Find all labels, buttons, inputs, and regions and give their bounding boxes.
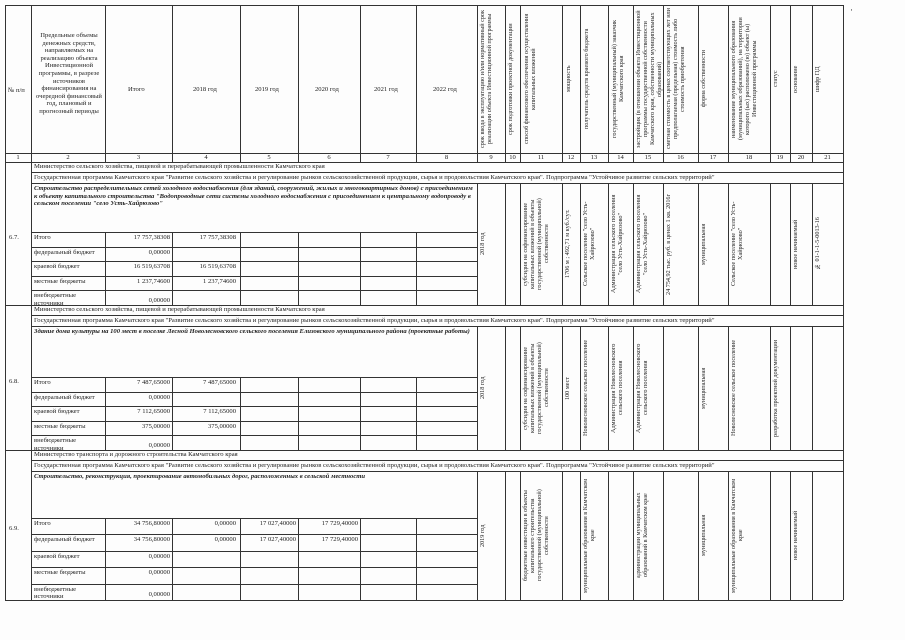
header-2020: 2020 год [315, 86, 339, 93]
object-title: Здание дома культуры на 100 мест в поселке Лесной Новолесновского сельского поселения Елизовского муниципального района (проектные работы) [34, 328, 470, 335]
col-line [105, 377, 106, 450]
column-number: 18 [745, 154, 753, 161]
finance-source-label: местные бюджеты [34, 277, 86, 285]
commission-year: 2019 год [479, 524, 486, 547]
capacity: 100 мест [564, 376, 571, 400]
column-number: 17 [709, 154, 717, 161]
customer [610, 477, 631, 594]
col-line [298, 232, 299, 305]
col-line [105, 232, 106, 305]
col-line [416, 5, 417, 162]
amount-2019: 17 027,40000 [259, 520, 296, 527]
col-line [698, 471, 699, 600]
col-line [360, 518, 361, 600]
section-number: 6.7. [9, 233, 19, 241]
row-line [31, 377, 477, 378]
header-total: Итого [128, 86, 145, 93]
col-line [812, 183, 813, 305]
col-line [172, 5, 173, 162]
column-number: 19 [776, 154, 784, 161]
row-line [31, 567, 477, 568]
col-line [105, 5, 106, 162]
developer: администрации муниципальных образований в Камчатском крае [635, 492, 649, 579]
column-number: 21 [824, 154, 831, 161]
col-line [520, 5, 521, 162]
column-number: 6 [327, 154, 331, 161]
finance-source-label: краевой бюджет [34, 552, 80, 560]
col-line [505, 326, 506, 450]
row-line [31, 232, 477, 233]
amount-2018: 0,00000 [214, 520, 236, 527]
col-line [843, 5, 844, 600]
ownership-form: муниципальная [700, 514, 707, 557]
col-line [298, 377, 299, 450]
column-number: 5 [267, 154, 271, 161]
developer: Администрация Новолесновского сельского поселения [635, 343, 649, 433]
col-line [31, 5, 32, 600]
amount-2018: 16 519,63708 [199, 263, 236, 271]
municipality: Новолесновское сельское поселение [730, 339, 737, 437]
amount-total: 7 487,65000 [137, 379, 170, 386]
col-line [663, 183, 664, 305]
col-line [477, 326, 478, 450]
col-line [633, 326, 634, 450]
col-line [698, 326, 699, 450]
finance-source-label: краевой бюджет [34, 408, 80, 416]
amount-total: 7 112,65000 [137, 408, 170, 416]
col-line [608, 5, 609, 162]
row-line [31, 172, 843, 173]
amount-2018: 7 487,65000 [203, 379, 236, 386]
basis: новое начинаемый [792, 510, 799, 561]
header-basis: основание [792, 65, 799, 93]
amount-total: 1 237,74600 [137, 277, 170, 285]
col-line [790, 5, 791, 162]
col-line [416, 377, 417, 450]
basis [792, 332, 810, 444]
col-line [812, 5, 813, 162]
col-line [240, 232, 241, 305]
row-line [31, 518, 477, 519]
section-number: 6.8. [9, 377, 19, 385]
col-line [608, 183, 609, 305]
col-line [580, 5, 581, 162]
program-name: Государственная программа Камчатского края "Развитие сельского хозяйства и регулирование рынков сельскохозяйственной продукции, сырья и продовольствия Камчатского края". Подпрограмма "Устойчивое развитие сельских территорий" [34, 462, 715, 469]
col-line [698, 5, 699, 162]
row-line [31, 290, 477, 291]
column-number: 14 [617, 154, 624, 161]
col-line [728, 183, 729, 305]
header-design-period: срок подготовки проектной документации [507, 23, 514, 135]
column-number: 10 [509, 154, 516, 161]
municipality: Сельское поселение "село Усть-Хайрюзово" [730, 201, 744, 287]
col-line [633, 5, 634, 162]
col-line [770, 471, 771, 600]
finance-source-label: Итого [34, 520, 51, 527]
amount-total: 16 519,63708 [133, 263, 170, 271]
row-line [31, 315, 843, 316]
finance-source-label: местные бюджеты [34, 569, 86, 577]
amount-total: 375,00000 [141, 422, 170, 430]
header-2018: 2018 год [193, 86, 217, 93]
row-line [31, 183, 843, 184]
row-line [31, 261, 477, 262]
col-line [580, 326, 581, 450]
column-number: 15 [644, 154, 652, 161]
col-line [477, 5, 478, 162]
header-num: № п/п [8, 87, 25, 94]
commission-year: 2018 год [479, 232, 486, 256]
row-line [31, 421, 477, 422]
col-line [520, 326, 521, 450]
col-line [298, 5, 299, 162]
row-line [31, 276, 477, 277]
header-2022: 2022 год [433, 86, 457, 93]
col-line [633, 183, 634, 305]
col-line [812, 471, 813, 600]
row-line [31, 584, 477, 585]
finance-source-label: федеральный бюджет [34, 536, 95, 544]
row-line [31, 326, 843, 327]
ownership-form: муниципальная [700, 367, 707, 409]
finance-source-label: внебюджетные источники [34, 437, 77, 452]
column-number: 1 [16, 154, 20, 161]
finance-source-label: Итого [34, 234, 51, 241]
row-line [31, 247, 477, 248]
amount-total: 34 756,80000 [133, 520, 170, 527]
col-line [562, 5, 563, 162]
project-code: № 01-1-1-5-0013-16 [814, 217, 821, 271]
col-line [416, 232, 417, 305]
col-line [172, 232, 173, 305]
col-line [360, 5, 361, 162]
col-line [562, 471, 563, 600]
amount-total: 0,00000 [148, 393, 170, 401]
col-line [728, 326, 729, 450]
col-line [790, 471, 791, 600]
amount-total: 17 757,38308 [133, 234, 170, 241]
program-name: Государственная программа Камчатского края "Развитие сельского хозяйства и регулирование рынков сельскохозяйственной продукции, сырья и продовольствия Камчатского края". Подпрограмма "Устойчивое развитие сельских территорий" [34, 317, 715, 324]
estimated-cost [665, 332, 696, 444]
col-line [172, 377, 173, 450]
row-line [31, 471, 843, 472]
row-line [31, 534, 477, 535]
project-code [814, 332, 841, 444]
status [772, 189, 788, 299]
project-code [814, 477, 841, 594]
header-municipality: наименование муниципального образования (муниципальных образований), на территории которого (ых) расположено (ю) объект (ы) Инвестиционной программы [730, 17, 758, 141]
table-top-border [5, 5, 843, 6]
col-line [240, 377, 241, 450]
amount-2018: 0,00000 [214, 536, 236, 544]
corner-mark: · [850, 5, 853, 15]
status: разработка проектной документации [772, 339, 779, 437]
finance-source-label: федеральный бюджет [34, 248, 95, 256]
amount-total: 0,00000 [148, 569, 170, 577]
col-line [105, 518, 106, 600]
col-line [505, 471, 506, 600]
col-line [580, 471, 581, 600]
col-line [633, 471, 634, 600]
column-number: 11 [537, 154, 545, 161]
finance-source-label: Итого [34, 379, 51, 386]
customer: Администрация Новолесновского сельского поселения [610, 343, 624, 433]
amount-total: 0,00000 [148, 552, 170, 560]
amount-2018: 7 112,65000 [203, 408, 236, 416]
program-name: Государственная программа Камчатского края "Развитие сельского хозяйства и регулирование рынков сельскохозяйственной продукции, сырья и продовольствия Камчатского края". Подпрограмма "Устойчивое развитие сельских территорий" [34, 174, 715, 181]
header-commission-date: срок ввода в эксплуатацию и/или нормативный срок реализации объекта Инвестиционной программы [479, 9, 493, 149]
ministry-name: Министерство транспорта и дорожного строительства Камчатского края [34, 451, 238, 458]
col-line [416, 518, 417, 600]
col-line [728, 5, 729, 162]
col-line [812, 326, 813, 450]
column-number: 8 [444, 154, 449, 161]
col-line [520, 471, 521, 600]
budget-recipient: Сельское поселение "село Усть-Хайрюзово" [582, 201, 596, 287]
col-line [728, 471, 729, 600]
col-line [663, 471, 664, 600]
col-line [790, 326, 791, 450]
finance-method: бюджетные инвестиции в объекты капитального строительства государственной (муниципальной) собственности [522, 489, 550, 582]
col-line [790, 183, 791, 305]
header-code: шифр ПД [814, 66, 821, 92]
finance-source-label: краевой бюджет [34, 263, 80, 271]
customer: Администрация сельского поселения "село Усть-Хайрюзово" [610, 194, 624, 294]
col-line [663, 5, 664, 162]
header-2019: 2019 год [255, 86, 279, 93]
col-line [770, 183, 771, 305]
finance-source-label: местные бюджеты [34, 422, 86, 430]
col-line [240, 518, 241, 600]
col-line [505, 183, 506, 305]
col-line [663, 326, 664, 450]
amount-total: 34 756,80000 [133, 536, 170, 544]
header-status: статус [772, 70, 779, 88]
column-number: 4 [204, 154, 208, 161]
col-line [240, 5, 241, 162]
col-line [172, 518, 173, 600]
row-line [31, 435, 477, 436]
col-line [5, 5, 6, 600]
finance-source-label: внебюджетные источники [34, 585, 77, 601]
header-2021: 2021 год [374, 86, 398, 93]
object-title: Строительство распределительных сетей холодного водоснабжения (для зданий, сооружений, жилых и многоквартирных домов) с присоединением к объекту капитального строительства "Водопроводные сети системы холодного водоснабжения с присоединением к центральному водопроводу в сельском поселении "село Усть-Хайрюзово" [34, 185, 473, 208]
amount-2019: 17 027,40000 [259, 536, 296, 544]
col-line [562, 183, 563, 305]
finance-method: субсидия на софинансирование капитальных вложений в объекты государственной (муниципальной) собственности [522, 342, 550, 434]
column-number: 3 [136, 154, 141, 161]
finance-method: субсидия на софинансирование капитальных вложений в объекты государственной (муниципальной) собственности [522, 198, 550, 290]
capacity [564, 477, 578, 594]
column-number: 9 [489, 154, 493, 161]
finance-source-label: внебюджетные источники [34, 292, 77, 307]
col-line [562, 326, 563, 450]
col-line [477, 183, 478, 305]
col-line [770, 5, 771, 162]
amount-2020: 17 729,40000 [321, 536, 358, 544]
header-capacity: мощность [565, 65, 572, 93]
column-number: 20 [797, 154, 805, 161]
column-number: 2 [66, 154, 70, 161]
amount-total: 0,00000 [148, 297, 170, 305]
finance-source-label: федеральный бюджет [34, 393, 95, 401]
header-developer: застройщик (в отношении объекта Инвестиционной программы государственной собственности Камчатского края, собственности муниципальных образований) [635, 10, 663, 148]
col-line [770, 326, 771, 450]
ownership-form: муниципальная [700, 223, 707, 265]
developer: Администрация сельского поселения "село Усть-Хайрюзово" [635, 194, 649, 294]
col-line [477, 471, 478, 600]
municipality: муниципальные образования в Камчатском крае [730, 478, 744, 593]
row-line [31, 551, 477, 552]
ministry-name: Министерство сельского хозяйства, пищевой и перерабатывающей промышленности Камчатского края [34, 163, 325, 170]
budget-recipient: Новолесновское сельское поселение [582, 339, 589, 437]
amount-2018: 1 237,74600 [203, 277, 236, 285]
col-line [360, 377, 361, 450]
capacity: 1706 м ; 492,71 м куб./сут. [564, 209, 571, 279]
column-number: 16 [677, 154, 684, 161]
ministry-name: Министерство сельского хозяйства, пищевой и перерабатывающей промышленности Камчатского края [34, 306, 325, 313]
column-number: 13 [590, 154, 598, 161]
section-border [5, 600, 843, 601]
amount-2020: 17 729,40000 [321, 520, 358, 527]
col-line [505, 5, 506, 162]
col-line [608, 471, 609, 600]
column-number: 12 [567, 154, 575, 161]
header-recipient: получатель средств краевого бюджета [583, 28, 590, 130]
budget-recipient: муниципальные образования в Камчатском крае [582, 478, 596, 593]
column-number: 7 [386, 154, 390, 161]
col-line [698, 183, 699, 305]
header-finance-method: способ финансового обеспечения осуществления капитальных вложений [523, 13, 537, 145]
col-line [580, 183, 581, 305]
amount-2018: 17 757,38308 [199, 234, 236, 241]
amount-total: 0,00000 [148, 248, 170, 256]
section-number: 6.9. [9, 525, 19, 532]
amount-total: 0,00000 [148, 442, 170, 450]
status [772, 477, 788, 594]
header-estimated-cost: сметная стоимость в ценах соответствующих лет или предполагаемая (предельная) стоимость либо стоимость приобретения [665, 8, 686, 150]
col-line [608, 326, 609, 450]
estimated-cost [665, 477, 696, 594]
row-line [31, 392, 477, 393]
row-line [31, 460, 843, 461]
estimated-cost: 24 754,92 тыс. руб. в ценах 1 кв. 2016г [665, 193, 672, 295]
header-limits: Предельные объемы денежных средств, направляемых на реализацию объекта Инвестиционной программы, в разрезе источников финансирования на очередной финансовый год, плановый и прогнозный периоды [36, 32, 102, 115]
row-line [31, 406, 477, 407]
header-customer: государственный (муниципальный) заказчик Камчатского края [611, 19, 625, 139]
col-line [298, 518, 299, 600]
header-ownership: форма собственности [700, 50, 707, 108]
amount-2018: 375,00000 [207, 422, 236, 430]
object-title: Строительство, реконструкция, проектирование автомобильных дорог, расположенных в сельской местности [34, 473, 366, 480]
basis: новое начинаемый [792, 219, 799, 269]
amount-total: 0,00000 [148, 590, 170, 598]
commission-year: 2018 год [479, 376, 486, 400]
col-line [520, 183, 521, 305]
col-line [360, 232, 361, 305]
